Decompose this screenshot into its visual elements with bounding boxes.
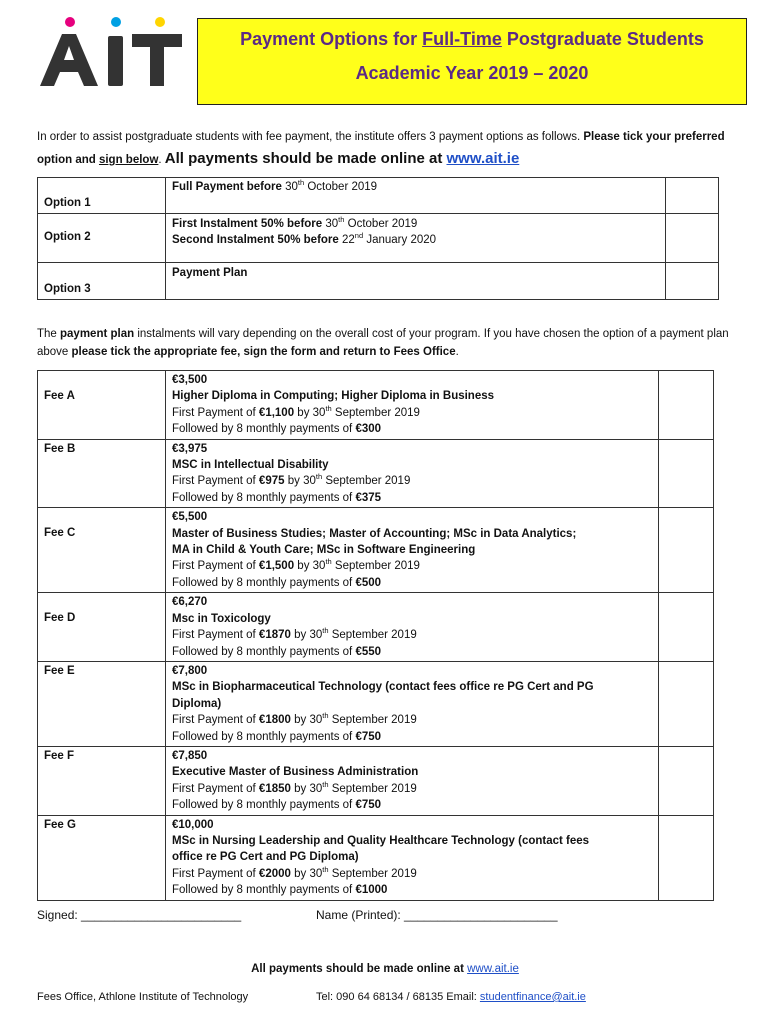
logo-dot-pink (65, 17, 75, 27)
first-payment: First Payment of €1800 by 30th September 2019 (172, 711, 417, 727)
title-box (197, 18, 747, 105)
fee-label: Fee D (38, 593, 166, 662)
fee-amount: €5,500 (172, 511, 208, 524)
logo-dot-yellow (155, 17, 165, 27)
monthly-payments: Followed by 8 monthly payments of €550 (172, 645, 382, 658)
fee-details (166, 661, 659, 746)
page-title: Payment Options for Full-Time Postgraduate Students (240, 29, 704, 49)
fee-programme: MSc in Nursing Leadership and Quality Healthcare Technology (contact fees (172, 834, 590, 847)
payment-options-table (37, 177, 719, 300)
fee-row (38, 439, 714, 508)
fee-checkbox[interactable] (659, 746, 714, 815)
first-payment: First Payment of €1850 by 30th September 2019 (172, 779, 417, 795)
fee-label: Fee E (38, 661, 166, 746)
fee-details (166, 593, 659, 662)
fee-details (166, 815, 659, 900)
fee-programme: Master of Business Studies; Master of Accounting; MSc in Data Analytics; (172, 527, 577, 540)
academic-year: Academic Year 2019 – 2020 (355, 63, 589, 83)
fee-programme: MA in Child & Youth Care; MSc in Software Engineering (172, 544, 476, 557)
intro-paragraph: In order to assist postgraduate students with fee payment, the institute offers 3 payment options as follows. Please tick your preferred option and sign below. All payments should be made online at www.ait.ie (37, 131, 725, 167)
fee-checkbox[interactable] (659, 815, 714, 900)
contact-info: Tel: 090 64 68134 / 68135 Email: studentfinance@ait.ie (316, 991, 586, 1003)
option-1-checkbox[interactable] (666, 178, 719, 214)
signed-line[interactable]: Signed: ________________________ (37, 908, 242, 922)
monthly-payments: Followed by 8 monthly payments of €300 (172, 423, 382, 436)
fee-checkbox[interactable] (659, 371, 714, 440)
fee-amount: €3,975 (172, 442, 208, 455)
fee-programme: Executive Master of Business Administration (172, 766, 419, 779)
fee-row (38, 746, 714, 815)
fee-row (38, 371, 714, 440)
first-payment: First Payment of €2000 by 30th September 2019 (172, 864, 417, 880)
monthly-payments: Followed by 8 monthly payments of €750 (172, 799, 382, 812)
fee-row (38, 815, 714, 900)
option-label: Option 2 (38, 214, 166, 263)
option-details: First Instalment 50% before 30th October 2019 Second Instalment 50% before 22nd January 2020 (166, 214, 666, 263)
fee-programme: MSC in Intellectual Disability (172, 459, 329, 472)
logo-letter-i (108, 36, 123, 86)
logo-letter-t (132, 34, 182, 86)
fee-details (166, 371, 659, 440)
fee-programme: Higher Diploma in Computing; Higher Diploma in Business (172, 390, 495, 403)
fee-label: Fee B (38, 439, 166, 508)
fee-label: Fee G (38, 815, 166, 900)
option-2-checkbox[interactable] (666, 214, 719, 263)
option-details: Payment Plan (166, 263, 666, 300)
monthly-payments: Followed by 8 monthly payments of €500 (172, 576, 382, 589)
logo-dot-blue (111, 17, 121, 27)
fee-details (166, 439, 659, 508)
fee-programme: MSc in Biopharmaceutical Technology (contact fees office re PG Cert and PG (172, 681, 594, 694)
fee-details (166, 508, 659, 593)
payment-plan-instructions: The payment plan instalments will vary depending on the overall cost of your program. If you have chosen the option of a payment plan above please tick the appropriate fee, sign the form and return to Fees Office. (37, 328, 729, 358)
fee-checkbox[interactable] (659, 508, 714, 593)
fee-checkbox[interactable] (659, 439, 714, 508)
first-payment: First Payment of €975 by 30th September 2019 (172, 472, 411, 488)
monthly-payments: Followed by 8 monthly payments of €1000 (172, 884, 388, 897)
footer-payment-note: All payments should be made online at www.ait.ie (251, 963, 519, 975)
option-details: Full Payment before 30th October 2019 (166, 178, 666, 214)
fee-row (38, 593, 714, 662)
first-payment: First Payment of €1,100 by 30th September 2019 (172, 403, 420, 419)
monthly-payments: Followed by 8 monthly payments of €375 (172, 491, 382, 504)
fee-row (38, 661, 714, 746)
fees-table (37, 370, 714, 901)
fee-checkbox[interactable] (659, 593, 714, 662)
fee-checkbox[interactable] (659, 661, 714, 746)
option-row (38, 214, 719, 263)
fee-amount: €10,000 (172, 818, 214, 831)
fee-programme: Diploma) (172, 697, 222, 710)
first-payment: First Payment of €1870 by 30th September 2019 (172, 626, 417, 642)
fee-row (38, 508, 714, 593)
option-label: Option 1 (38, 178, 166, 214)
fee-amount: €7,800 (172, 664, 208, 677)
fee-label: Fee A (38, 371, 166, 440)
monthly-payments: Followed by 8 monthly payments of €750 (172, 730, 382, 743)
first-payment: First Payment of €1,500 by 30th September 2019 (172, 557, 420, 573)
fee-amount: €6,270 (172, 596, 208, 609)
footer-website-link[interactable]: www.ait.ie (467, 963, 519, 975)
fee-label: Fee C (38, 508, 166, 593)
fee-amount: €3,500 (172, 374, 208, 386)
fees-office-address: Fees Office, Athlone Institute of Technology (37, 991, 249, 1003)
ait-logo (36, 14, 184, 92)
name-printed-line[interactable]: Name (Printed): _______________________ (316, 908, 558, 922)
fee-programme: Msc in Toxicology (172, 612, 271, 625)
website-link[interactable]: www.ait.ie (446, 150, 520, 167)
fee-amount: €7,850 (172, 749, 208, 762)
logo-letter-a (40, 34, 98, 86)
fee-details (166, 746, 659, 815)
fee-programme: office re PG Cert and PG Diploma) (172, 851, 359, 864)
email-link[interactable]: studentfinance@ait.ie (479, 991, 586, 1003)
option-label: Option 3 (38, 263, 166, 300)
option-row (38, 178, 719, 214)
fee-label: Fee F (38, 746, 166, 815)
option-row (38, 263, 719, 300)
option-3-checkbox[interactable] (666, 263, 719, 300)
